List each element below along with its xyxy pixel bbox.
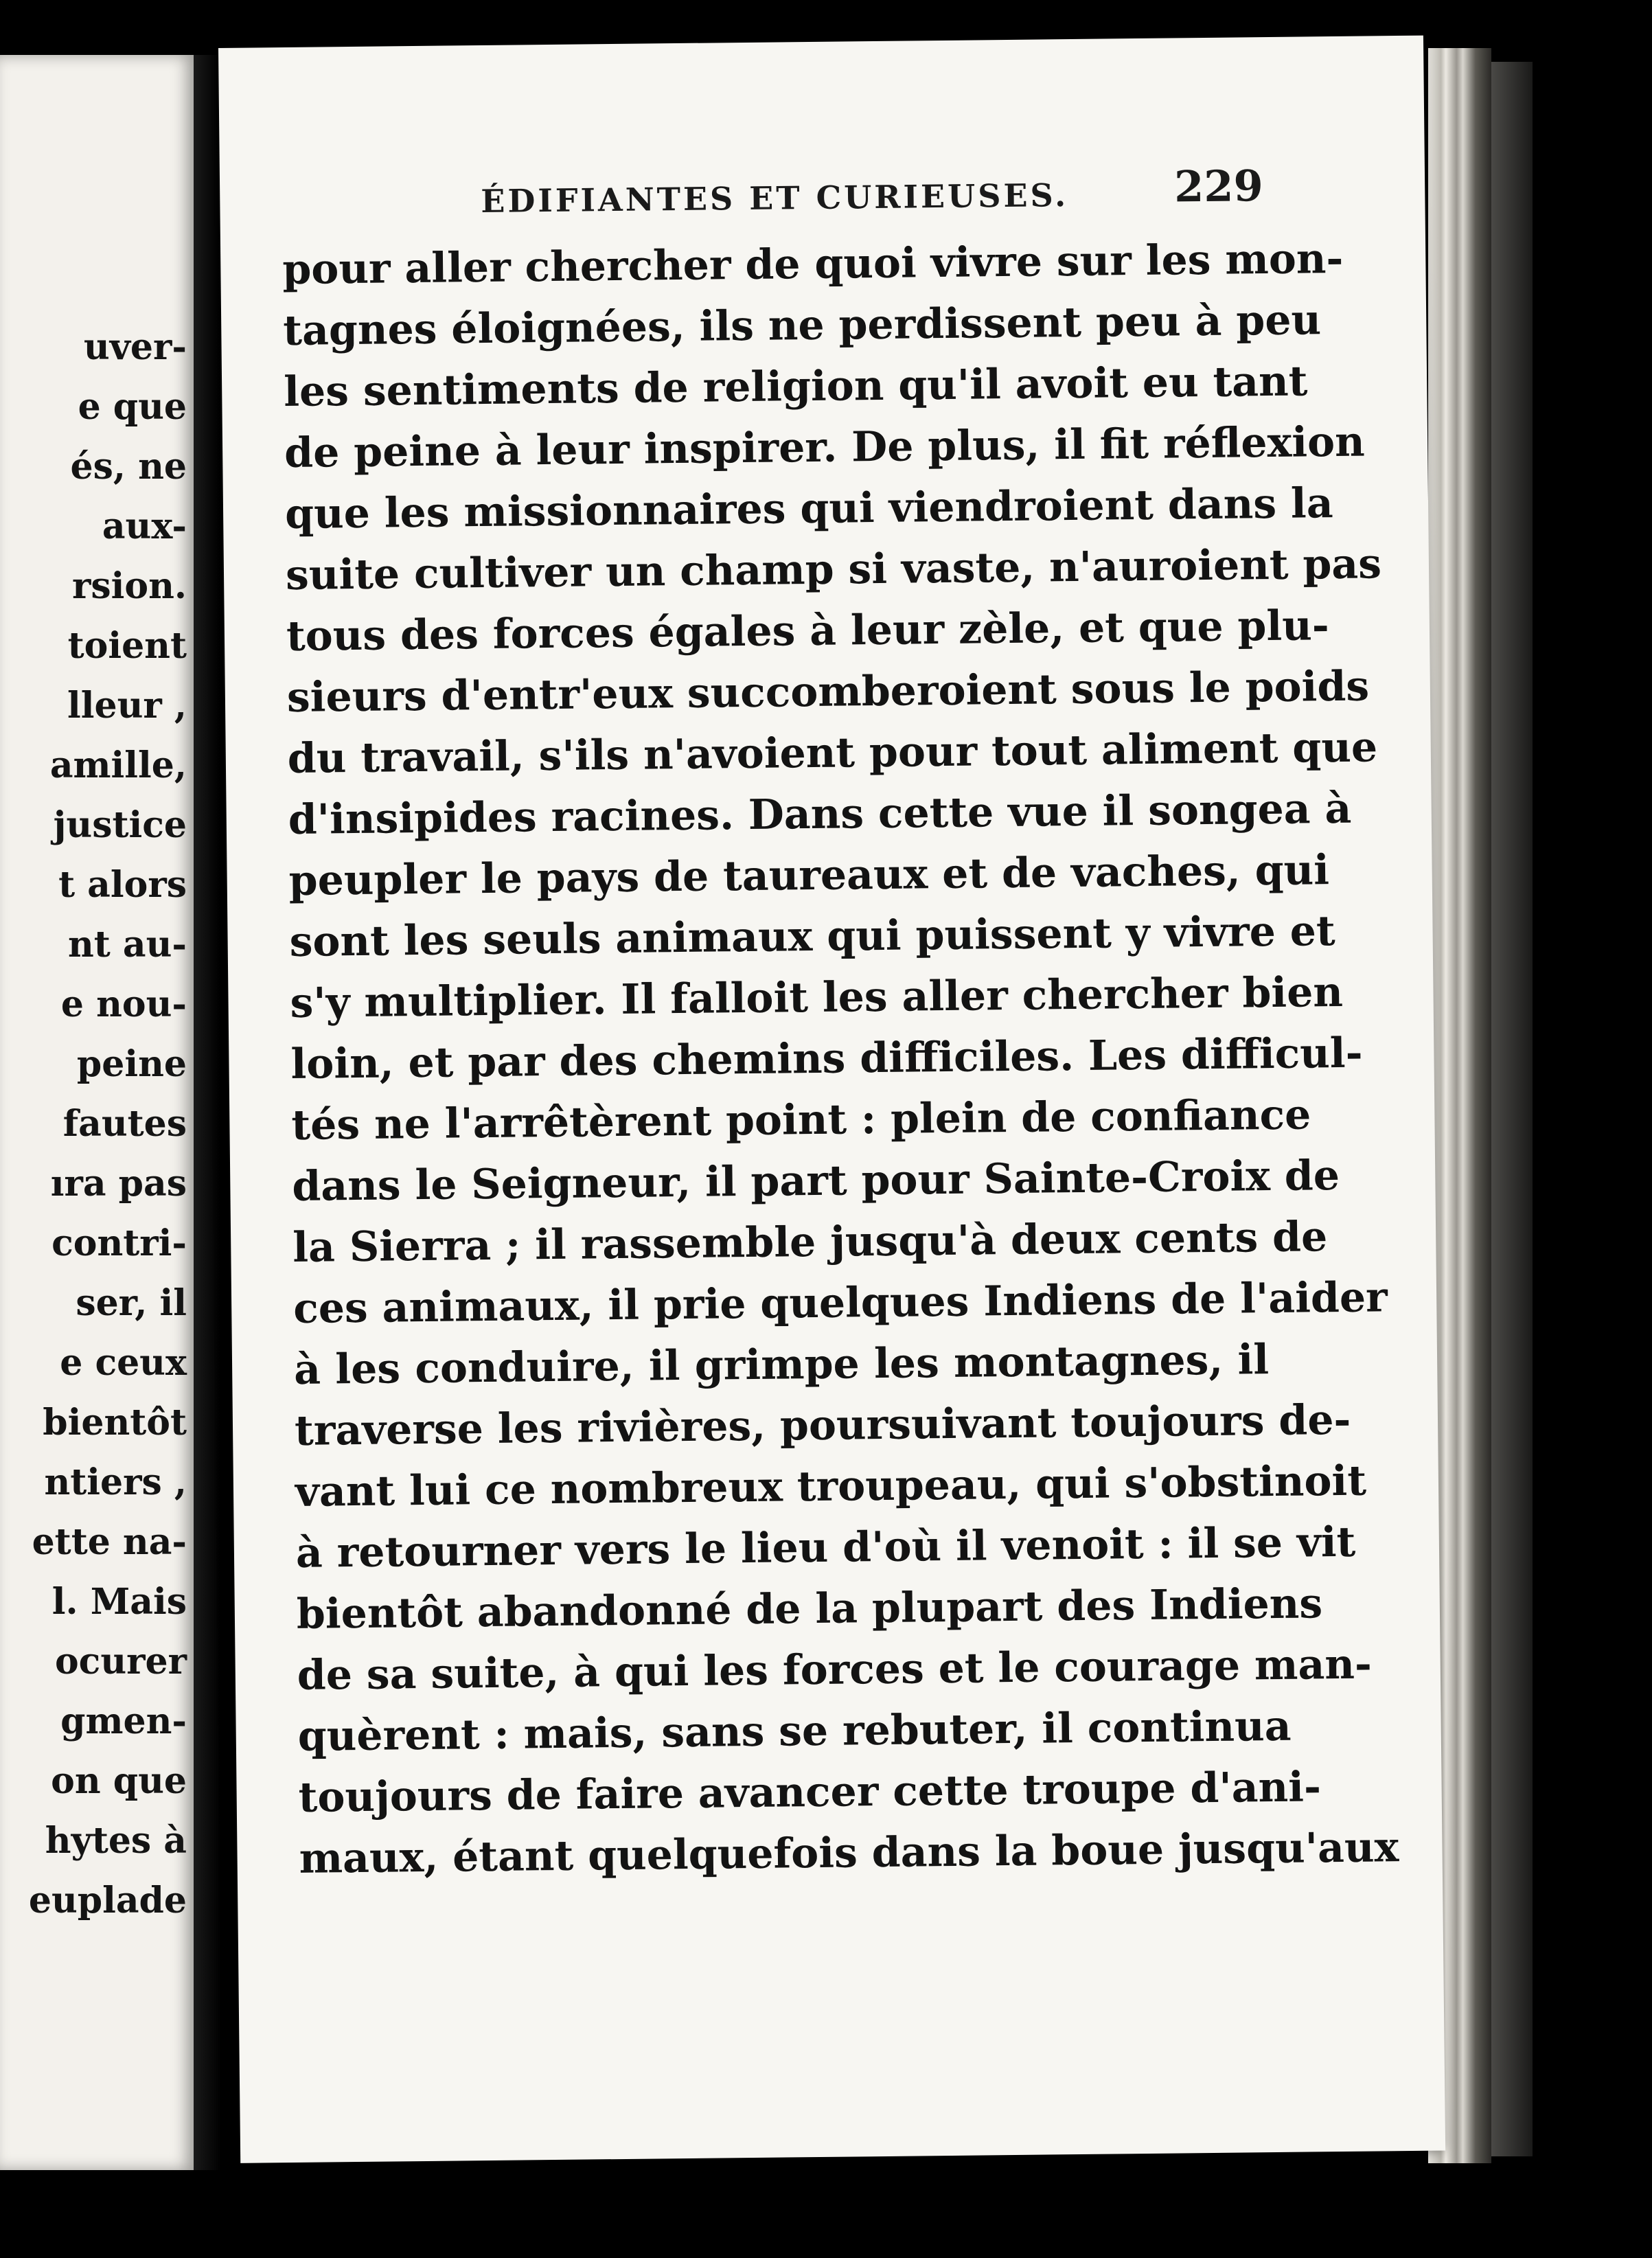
left-page-line: ette na- [32,1521,187,1563]
text-line: que les missionnaires qui viendroient dans la [284,479,1333,539]
left-page-line: amille, [49,744,187,786]
text-line: pour aller chercher de quoi vivre sur les mon- [282,234,1344,295]
text-line: maux, étant quelquefois dans la boue jusqu'aux [299,1823,1399,1883]
text-line: dans le Seigneur, il part pour Sainte-Croix de [292,1151,1340,1211]
text-line: sont les seuls animaux qui puissent y vivre et [289,907,1335,966]
left-page-line: bientôt [43,1402,187,1444]
left-page-line: e ceux [60,1342,187,1384]
left-page-line: ıra pas [50,1163,187,1205]
text-line: traverse les rivières, poursuivant toujours de- [294,1395,1351,1455]
left-page-line: ocurer [54,1641,187,1683]
text-line: de sa suite, à qui les forces et le courage man- [297,1640,1373,1700]
left-page-line: e que [78,386,187,428]
left-page-line: ser, il [76,1282,187,1324]
text-line: bientôt abandonné de la plupart des Indiens [296,1580,1323,1639]
left-page-line: aux- [102,505,187,547]
text-line: vant lui ce nombreux troupeau, qui s'obstinoit [295,1457,1367,1516]
running-head: ÉDIFIANTES ET CURIEUSES. [481,176,1069,220]
left-page-line: fautes [62,1103,187,1145]
text-line: du travail, s'ils n'avoient pour tout aliment que [287,723,1378,783]
page-number: 229 [1173,161,1263,212]
text-line: tagnes éloignées, ils ne perdissent peu à peu [282,296,1322,356]
left-page-line: justice [53,804,187,846]
left-page-line: euplade [28,1880,187,1921]
left-page-line: és, ne [70,446,187,488]
text-line: loin, et par des chemins difficiles. Les difficul- [290,1029,1363,1088]
text-line: quèrent : mais, sans se rebuter, il continua [297,1702,1292,1761]
left-page-line: lleur , [67,685,187,727]
text-line: de peine à leur inspirer. De plus, il fit réflexion [284,418,1366,478]
text-line: tés ne l'arrêtèrent point : plein de confiance [291,1091,1311,1150]
text-line: tous des forces égales à leur zèle, et que plu- [286,602,1330,661]
text-line: d'insipides racines. Dans cette vue il songea à [288,784,1352,844]
gutter-shadow [194,55,221,2170]
text-line: à retourner vers le lieu d'où il venoit : il se vit [295,1518,1356,1577]
text-line: suite cultiver un champ si vaste, n'auroient pas [285,540,1382,600]
left-page-line: toient [67,625,187,667]
left-page-line: uver- [83,326,187,368]
left-page-line: peine [76,1043,187,1085]
left-page-line: l. Mais [51,1581,187,1623]
body-text [282,229,1399,1890]
text-line: la Sierra ; il rassemble jusqu'à deux cents de [292,1213,1328,1272]
right-page [218,36,1445,2163]
text-line: toujours de faire avancer cette troupe d'ani- [298,1763,1322,1822]
left-page-line: gmen- [60,1700,187,1742]
text-line: les sentiments de religion qu'il avoit eu tant [283,357,1308,417]
text-line: peupler le pays de taureaux et de vaches, qui [288,846,1330,905]
left-page-line: t alors [58,864,187,906]
text-line: à les conduire, il grimpe les montagnes, il [293,1336,1270,1394]
text-line: s'y multiplier. Il falloit les aller chercher bien [290,968,1344,1027]
left-page [0,55,194,2170]
left-page-line: rsion. [71,565,187,607]
left-page-line: hytes à [45,1820,187,1862]
left-page-line: nt au- [67,924,187,966]
left-page-line: on que [51,1760,187,1802]
left-page-line: contri- [51,1222,187,1264]
book-cover-edge [1491,62,1533,2156]
text-line: sieurs d'entr'eux succomberoient sous le poids [286,662,1370,722]
left-page-line: ntiers , [44,1461,187,1503]
left-page-line: e nou- [60,983,187,1025]
text-line: ces animaux, il prie quelques Indiens de l'aider [292,1273,1388,1333]
